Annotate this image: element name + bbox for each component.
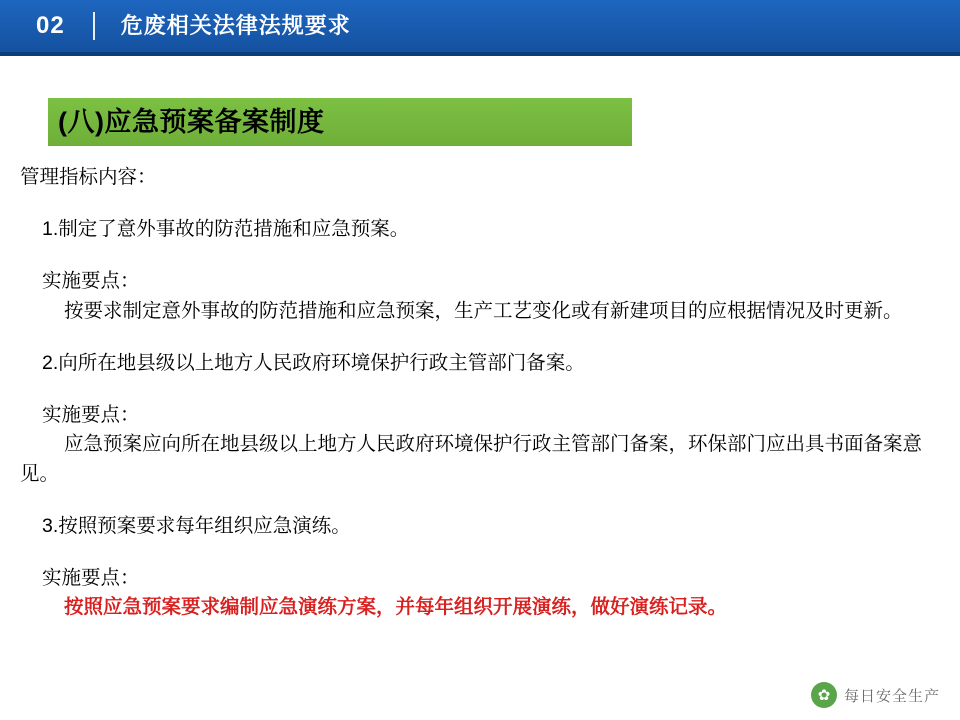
section-title-text: (八)应急预案备案制度 <box>58 106 325 137</box>
section-number: 02 <box>36 12 65 39</box>
header-title: 危废相关法律法规要求 <box>120 13 351 38</box>
slide-content <box>20 162 944 623</box>
item-2-points-text: 应急预案应向所在地县级以上地方人民政府环境保护行政主管部门备案，环保部门应出具书面备案意见。 <box>20 433 923 485</box>
section-title-banner <box>48 98 632 146</box>
watermark-text: 每日安全生产 <box>843 687 940 705</box>
item-3-heading: 3.按照预案要求每年组织应急演练。 <box>42 514 351 537</box>
item-2-points-label: 实施要点： <box>42 404 140 427</box>
intro-line: 管理指标内容： <box>20 166 157 188</box>
slide-header <box>0 0 960 52</box>
flower-icon: ✿ <box>811 682 837 708</box>
item-3-points-text: 按照应急预案要求编制应急演练方案，并每年组织开展演练，做好演练记录。 <box>64 596 728 619</box>
item-1-points-label: 实施要点： <box>42 270 140 293</box>
item-2-heading: 2.向所在地县级以上地方人民政府环境保护行政主管部门备案。 <box>42 351 585 374</box>
item-1-heading: 1.制定了意外事故的防范措施和应急预案。 <box>42 218 410 241</box>
item-3-points-label: 实施要点： <box>42 567 140 590</box>
header-divider <box>93 12 95 40</box>
slide-body <box>0 56 960 720</box>
item-1-points-text: 按要求制定意外事故的防范措施和应急预案，生产工艺变化或有新建项目的应根据情况及时更新。 <box>64 299 903 322</box>
watermark-badge <box>805 678 952 712</box>
